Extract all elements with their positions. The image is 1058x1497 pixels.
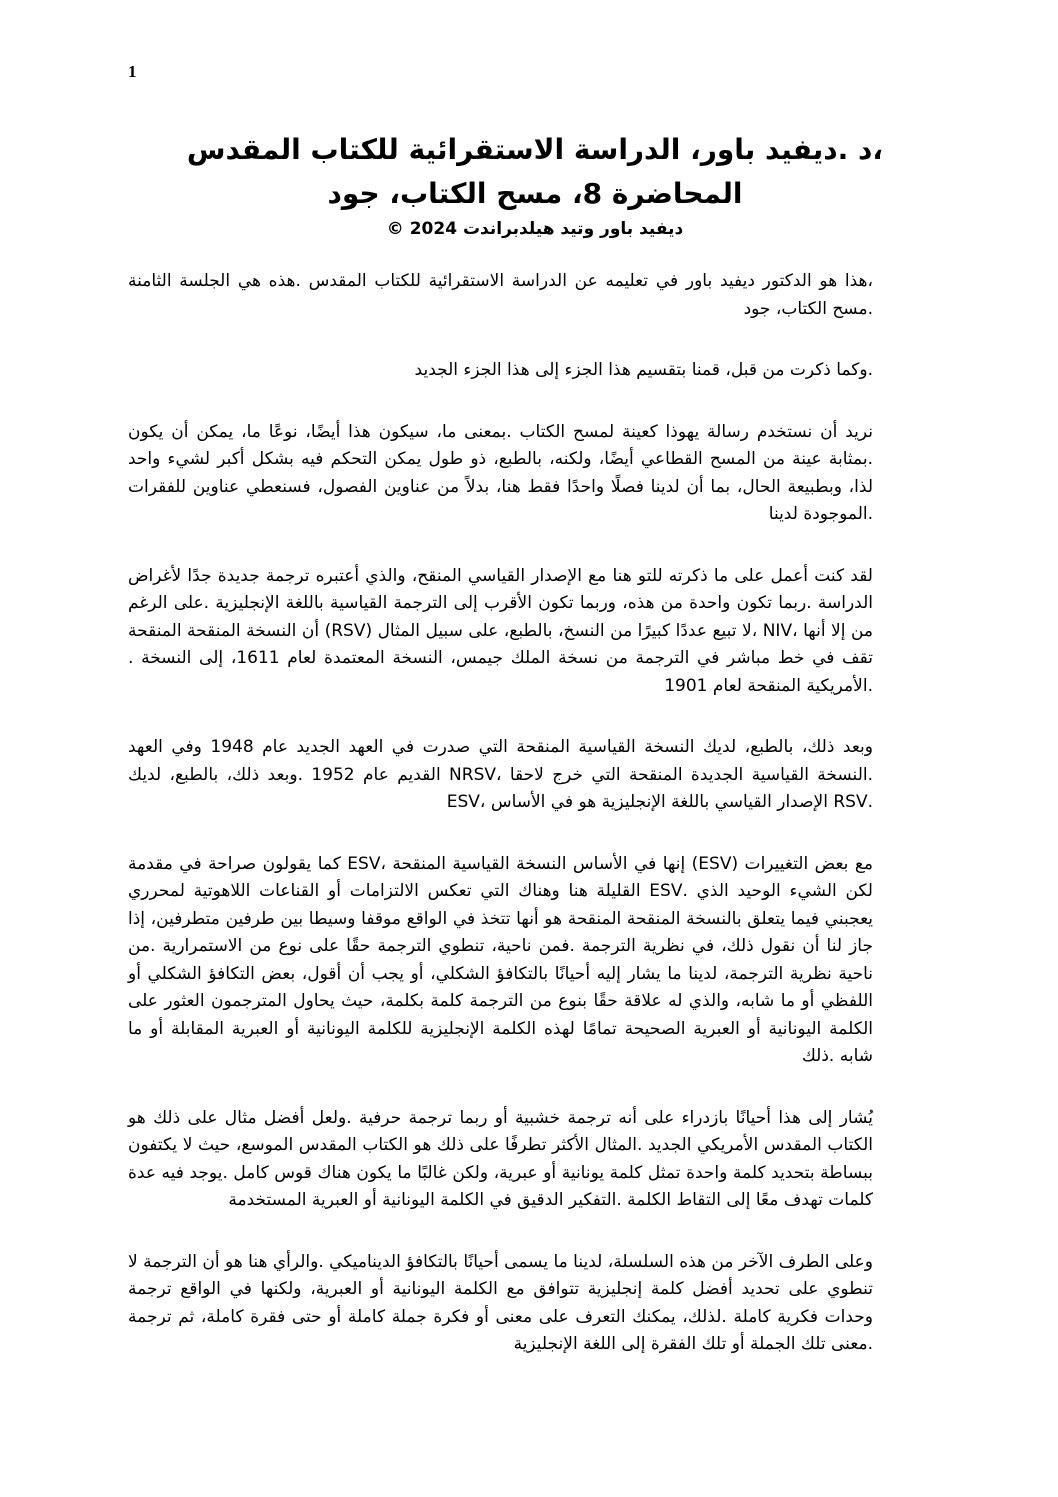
paragraph-7: يُشار إلى هذا أحيانًا بازدراء على أنه ترجمة خشبية أو ربما ترجمة حرفية .ولعل أفضل مثال على ذلك هو الكتاب المقدس الأمريكي الجديد .المثال الأكثر تطرفًا على ذلك هو الكتاب المقدس الموسع، حيث لا يكتفون ببساطة بتحديد كلمة واحدة تمثل كلمة يونانية أو عبرية، ولكن غالبًا ما يكون هناك قوس كامل .يوجد فيه عدة كلمات تهدف معًا إلى التقاط الكلمة .التفكير الدقيق في الكلمة اليونانية أو العبرية المستخدمة [128,1107,873,1210]
paragraph-5: وبعد ذلك، بالطبع، لديك النسخة القياسية المنقحة التي صدرت في العهد الجديد عام 1948 وفي العهد .النسخة القياسية الجديدة المنقحة التي خرج لاحقا ،NRSV القديم عام 1952 .وبعد ذلك، بالطبع، لديك .RSV الإصدار القياسي باللغة الإنجليزية هو في الأساس ،ESV [128,737,873,812]
title-line-2: المحاضرة 8، مسح الكتاب، جود [327,177,743,210]
document-header [100,128,970,242]
paragraph-4: لقد كنت أعمل على ما ذكرته للتو هنا مع الإصدار القياسي المنقح، والذي أعتبره ترجمة جديدة جدًا لأغراض الدراسة .ربما تكون واحدة من هذه، وربما تكون الأقرب إلى الترجمة القياسية باللغة الإنجليزية .على الرغم من إلا أنها ،NIV ،لا تبيع عددًا كبيرًا من النسخ، بالطبع، على سبيل المثال (RSV) أن النسخة المنقحة المنقحة تقف في خط مباشر في الترجمة من نسخة الملك جيمس، النسخة المعتمدة لعام 1611، إلى النسخة . .الأمريكية المنقحة لعام 1901 [128,565,874,696]
document-body [128,268,873,1393]
page-number: 1 [128,62,137,81]
paragraph-8: وعلى الطرف الآخر من هذه السلسلة، لدينا ما يسمى أحيانًا بالتكافؤ الديناميكي .والرأي هنا هو أن الترجمة لا تنطوي على تحديد أفضل كلمة إنجليزية تتوافق مع الكلمة اليونانية أو العبرية، ولكنها في الواقع ترجمة وحدات فكرية كاملة .لذلك، يمكنك التعرف على معنى أو فكرة جملة كاملة أو حتى فقرة كاملة، ثم ترجمة .معنى تلك الجملة أو تلك الفقرة إلى اللغة الإنجليزية [128,1251,873,1354]
paragraph-2: .وكما ذكرت من قبل، قمنا بتقسيم هذا الجزء إلى هذا الجزء الجديد [414,360,873,380]
paragraph-6: مع بعض التغييرات (ESV) إنها في الأساس النسخة القياسية المنقحة ،ESV كما يقولون صراحة في مقدمة لكن الشيء الوحيد الذي .ESV القليلة هنا وهناك التي تعكس الالتزامات أو القناعات اللاهوتية لمحرري يعجبني فيما يتعلق بالنسخة المنقحة المنقحة هو أنها تتخذ في الواقع موقفا وسيطا بين طرفين متطرفين، إذا جاز لنا أن نقول ذلك، في نظرية الترجمة .فمن ناحية، تنطوي الترجمة حقًا على نوع من الاستمرارية .من ناحية نظرية الترجمة، لدينا ما يشار إليه أحيانًا بالتكافؤ الشكلي، أو يجب أن أقول، بعض التكافؤ الشكلي أو اللفظي أو ما شابه، والذي له علاقة حقًا بنوع من الترجمة كلمة بكلمة، حيث يحاول المترجمون العثور على الكلمة اليونانية أو العبرية الصحيحة تمامًا لهذه الكلمة الإنجليزية للكلمة اليونانية أو العبرية المقابلة أو ما شابه .ذلك [128,853,873,1066]
paragraph-3: نريد أن نستخدم رسالة يهوذا كعينة لمسح الكتاب .بمعنى ما، سيكون هذا أيضًا، نوعًا ما، يمكن أن يكون .بمثابة عينة من المسح القطاعي أيضًا، ولكنه، بالطبع، ذو طول يمكن التحكم فيه بشكل أكبر لشيء واحد لذا، وبطبيعة الحال، بما أن لدينا فصلًا واحدًا فقط هنا، بدلاً من عناوين الفصول، فسنعطي عناوين للفقرات .الموجودة لدينا [128,421,873,524]
paragraph-1: ،هذا هو الدكتور ديفيد باور في تعليمه عن الدراسة الاستقرائية للكتاب المقدس .هذه هي الجلسة الثامنة .مسح الكتاب، جود [128,271,873,319]
author-copyright: ديفيد باور وتيد هيلدبراندت 2024 © [386,219,684,239]
title-line-1: ،د .ديفيد باور، الدراسة الاستقرائية للكتاب المقدس [186,133,884,166]
